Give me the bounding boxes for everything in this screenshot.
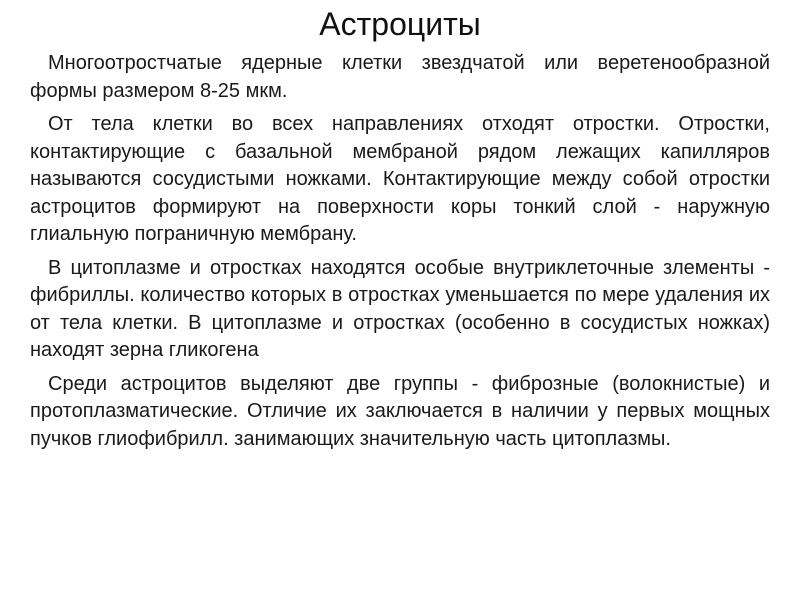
paragraph-groups: Среди астроцитов выделяют две группы - фиброзные (волокнистые) и протоплазматические. Отличие их заключается в наличии у первых мощных пучков глиофибрилл. занимающих значительную часть цитоплазмы.	[30, 372, 770, 450]
paragraph-processes: От тела клетки во всех направлениях отходят отростки. Отростки, контактирующие с базальной мембраной рядом лежащих капилляров называются сосудистыми ножками. Контактирующие между собой отростки астроцитов формируют на поверхности коры тонкий слой - наружную глиальную пограничную мембрану.	[30, 113, 770, 245]
paragraph-fibrils: В цитоплазме и отростках находятся особые внутриклеточные злементы - фибриллы. количество которых в отростках уменьшается по мере удаления их от тела клетки. В цитоплазме и отростках (особенно в сосудистых ножках) находят зерна гликогена	[30, 256, 770, 361]
slide-title: Астроциты	[319, 6, 481, 42]
paragraph-definition: Многоотростчатые ядерные клетки звездчатой или веретенообразной формы размером 8-25 мкм.	[30, 52, 770, 102]
